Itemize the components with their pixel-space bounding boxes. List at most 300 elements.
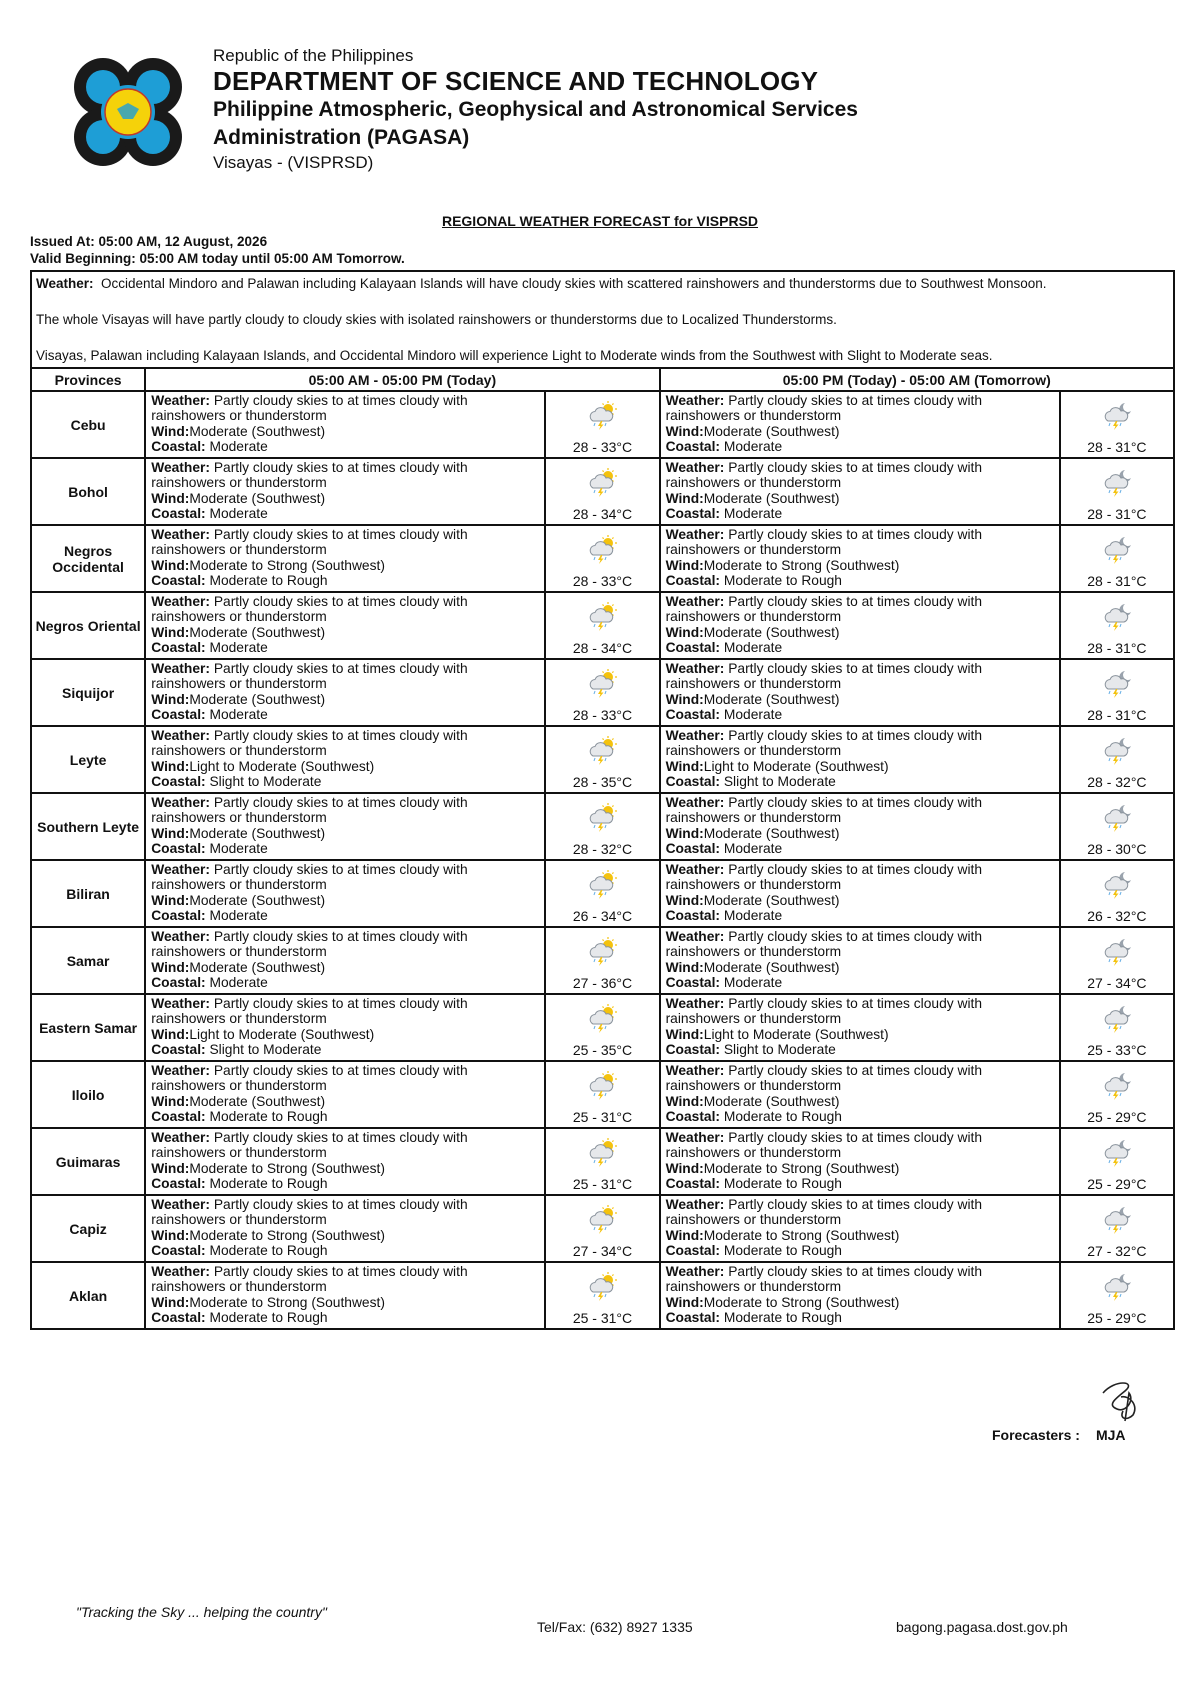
coastal-value: Slight to Moderate	[723, 1042, 836, 1058]
day-temp-cell	[545, 391, 659, 458]
day-temp-cell	[545, 1262, 659, 1329]
coastal-value: Moderate	[209, 707, 268, 723]
weather-label: Weather:	[151, 393, 210, 408]
night-forecast-text: Weather: Partly cloudy skies to at times cloudy with rainshowers or thunderstorm Wind:Moderate (Southwest) Coastal: Moderate	[660, 391, 1060, 458]
day-temperature: 25 - 31°C	[572, 1176, 633, 1192]
day-temp-cell	[545, 994, 659, 1061]
coastal-label: Coastal:	[151, 841, 206, 857]
coastal-label: Coastal:	[665, 439, 721, 455]
wind-label: Wind:	[151, 758, 190, 774]
night-temp-cell	[1060, 391, 1174, 458]
night-temperature: 28 - 31°C	[1087, 506, 1147, 522]
coastal-label: Coastal:	[151, 975, 206, 991]
wind-value: Moderate to Strong (Southwest)	[189, 1227, 385, 1243]
footer-website[interactable]: bagong.pagasa.dost.gov.ph	[896, 1619, 1068, 1635]
day-temperature: 28 - 33°C	[572, 439, 633, 455]
day-forecast-text: Weather: Partly cloudy skies to at times cloudy with rainshowers or thunderstorm Wind:Light to Moderate (Southwest) Coastal: Slight to Moderate	[145, 726, 545, 793]
night-forecast-text: Weather: Partly cloudy skies to at times cloudy with rainshowers or thunderstorm Wind:Moderate (Southwest) Coastal: Moderate	[660, 793, 1060, 860]
night-forecast-text: Weather: Partly cloudy skies to at times cloudy with rainshowers or thunderstorm Wind:Moderate to Strong (Southwest) Coastal: Moderate to Rough	[660, 525, 1060, 592]
weather-label: Weather:	[151, 527, 210, 542]
day-temperature: 28 - 35°C	[572, 774, 633, 790]
wind-label: Wind:	[665, 423, 704, 439]
coastal-label: Coastal:	[665, 1109, 721, 1125]
night-temperature: 26 - 32°C	[1087, 908, 1147, 924]
partly-cloudy-thunderstorm-day-icon	[586, 802, 618, 834]
wind-label: Wind:	[665, 1294, 704, 1310]
partly-cloudy-thunderstorm-day-icon	[586, 735, 618, 767]
coastal-label: Coastal:	[151, 1109, 206, 1125]
night-forecast-text: Weather: Partly cloudy skies to at times cloudy with rainshowers or thunderstorm Wind:Light to Moderate (Southwest) Coastal: Slight to Moderate	[660, 994, 1060, 1061]
forecast-row	[31, 860, 1174, 927]
night-temperature: 28 - 31°C	[1087, 573, 1147, 589]
footer-tagline: "Tracking the Sky ... helping the country"	[76, 1604, 327, 1620]
wind-value: Moderate to Strong (Southwest)	[703, 1294, 900, 1310]
day-temperature: 28 - 33°C	[572, 573, 633, 589]
night-temp-cell	[1060, 927, 1174, 994]
wind-value: Light to Moderate (Southwest)	[189, 1026, 375, 1042]
day-forecast-text: Weather: Partly cloudy skies to at times cloudy with rainshowers or thunderstorm Wind:Moderate (Southwest) Coastal: Moderate	[145, 860, 545, 927]
coastal-value: Moderate	[209, 841, 268, 857]
wind-value: Moderate (Southwest)	[189, 490, 326, 506]
wind-value: Moderate (Southwest)	[703, 691, 840, 707]
forecast-row	[31, 659, 1174, 726]
forecast-row	[31, 525, 1174, 592]
coastal-label: Coastal:	[665, 1243, 721, 1259]
footer-telfax: Tel/Fax: (632) 8927 1335	[537, 1619, 693, 1635]
day-temperature: 26 - 34°C	[572, 908, 633, 924]
partly-cloudy-thunderstorm-night-icon	[1101, 601, 1133, 633]
forecast-row	[31, 391, 1174, 458]
valid-beginning: Valid Beginning: 05:00 AM today until 05:00 AM Tomorrow.	[30, 251, 405, 266]
weather-label: Weather:	[151, 862, 210, 877]
partly-cloudy-thunderstorm-night-icon	[1101, 1271, 1133, 1303]
forecast-row	[31, 1195, 1174, 1262]
night-forecast-text: Weather: Partly cloudy skies to at times cloudy with rainshowers or thunderstorm Wind:Moderate (Southwest) Coastal: Moderate	[660, 659, 1060, 726]
weather-label: Weather:	[151, 795, 210, 810]
province-name: Leyte	[31, 726, 145, 793]
issue-info	[30, 233, 405, 267]
wind-value: Moderate to Strong (Southwest)	[703, 557, 900, 573]
summary-paragraph-2: The whole Visayas will have partly cloudy to cloudy skies with isolated rainshowers or thunderstorms due to Localized Thunderstorms.	[36, 312, 837, 327]
header-day: 05:00 AM - 05:00 PM (Today)	[145, 368, 659, 391]
forecast-row	[31, 1128, 1174, 1195]
wind-value: Light to Moderate (Southwest)	[703, 758, 889, 774]
coastal-label: Coastal:	[665, 573, 721, 589]
partly-cloudy-thunderstorm-night-icon	[1101, 869, 1133, 901]
coastal-value: Moderate	[723, 439, 783, 455]
weather-label: Weather:	[151, 1264, 210, 1279]
partly-cloudy-thunderstorm-night-icon	[1101, 668, 1133, 700]
coastal-label: Coastal:	[151, 506, 206, 522]
night-forecast-text: Weather: Partly cloudy skies to at times cloudy with rainshowers or thunderstorm Wind:Moderate (Southwest) Coastal: Moderate	[660, 592, 1060, 659]
wind-label: Wind:	[665, 691, 704, 707]
province-name: Siquijor	[31, 659, 145, 726]
document-title: REGIONAL WEATHER FORECAST for VISPRSD	[441, 213, 759, 229]
night-temperature: 28 - 31°C	[1087, 640, 1147, 656]
night-temperature: 27 - 32°C	[1087, 1243, 1147, 1259]
coastal-value: Moderate to Rough	[723, 1310, 842, 1326]
coastal-value: Moderate to Rough	[723, 1243, 842, 1259]
region-line: Visayas - (VISPRSD)	[213, 153, 374, 172]
summary-paragraph-1: Weather: Occidental Mindoro and Palawan including Kalayaan Islands will have cloudy skies with scattered rainshowers and thunderstorms due to Southwest Monsoon.	[36, 276, 1047, 291]
coastal-value: Moderate to Rough	[723, 1109, 842, 1125]
summary-label: Weather:	[36, 276, 94, 291]
day-forecast-text: Weather: Partly cloudy skies to at times cloudy with rainshowers or thunderstorm Wind:Moderate (Southwest) Coastal: Moderate	[145, 391, 545, 458]
partly-cloudy-thunderstorm-day-icon	[586, 467, 618, 499]
wind-value: Moderate to Strong (Southwest)	[703, 1227, 900, 1243]
wind-label: Wind:	[151, 1160, 190, 1176]
province-name: Negros Occidental	[31, 525, 145, 592]
wind-value: Moderate (Southwest)	[703, 959, 840, 975]
weather-label: Weather:	[151, 929, 210, 944]
wind-label: Wind:	[665, 959, 704, 975]
header-provinces: Provinces	[31, 368, 145, 391]
night-temperature: 27 - 34°C	[1087, 975, 1147, 991]
day-forecast-text: Weather: Partly cloudy skies to at times cloudy with rainshowers or thunderstorm Wind:Moderate (Southwest) Coastal: Moderate	[145, 927, 545, 994]
wind-label: Wind:	[151, 490, 190, 506]
day-temp-cell	[545, 592, 659, 659]
partly-cloudy-thunderstorm-night-icon	[1101, 400, 1133, 432]
partly-cloudy-thunderstorm-day-icon	[586, 668, 618, 700]
coastal-value: Moderate to Rough	[209, 1176, 328, 1192]
wind-label: Wind:	[665, 1093, 704, 1109]
night-temperature: 28 - 32°C	[1087, 774, 1147, 790]
weather-label: Weather:	[151, 594, 210, 609]
weather-label: Weather:	[665, 460, 725, 475]
wind-label: Wind:	[665, 557, 704, 573]
province-name: Capiz	[31, 1195, 145, 1262]
coastal-value: Slight to Moderate	[723, 774, 836, 790]
header-night: 05:00 PM (Today) - 05:00 AM (Tomorrow)	[660, 368, 1174, 391]
wind-value: Moderate (Southwest)	[703, 1093, 840, 1109]
day-temp-cell	[545, 525, 659, 592]
day-forecast-text: Weather: Partly cloudy skies to at times cloudy with rainshowers or thunderstorm Wind:Moderate (Southwest) Coastal: Moderate	[145, 793, 545, 860]
night-temperature: 25 - 29°C	[1087, 1109, 1147, 1125]
day-temp-cell	[545, 927, 659, 994]
wind-value: Moderate (Southwest)	[703, 423, 840, 439]
agency-line-1: Philippine Atmospheric, Geophysical and Astronomical Services	[213, 98, 858, 121]
forecast-row	[31, 1061, 1174, 1128]
issued-at: Issued At: 05:00 AM, 12 August, 2026	[30, 234, 268, 249]
weather-label: Weather:	[665, 1197, 725, 1212]
coastal-value: Moderate	[209, 439, 268, 455]
weather-label: Weather:	[151, 1063, 210, 1078]
coastal-value: Moderate	[209, 640, 268, 656]
coastal-label: Coastal:	[151, 640, 206, 656]
coastal-value: Moderate	[209, 506, 268, 522]
coastal-value: Moderate to Rough	[209, 1243, 328, 1259]
night-temperature: 28 - 30°C	[1087, 841, 1147, 857]
day-temperature: 28 - 33°C	[572, 707, 633, 723]
night-temp-cell	[1060, 793, 1174, 860]
partly-cloudy-thunderstorm-day-icon	[586, 534, 618, 566]
coastal-label: Coastal:	[151, 1310, 206, 1326]
wind-value: Moderate (Southwest)	[703, 892, 840, 908]
day-forecast-text: Weather: Partly cloudy skies to at times cloudy with rainshowers or thunderstorm Wind:Moderate to Strong (Southwest) Coastal: Moderate to Rough	[145, 525, 545, 592]
day-forecast-text: Weather: Partly cloudy skies to at times cloudy with rainshowers or thunderstorm Wind:Moderate (Southwest) Coastal: Moderate	[145, 659, 545, 726]
coastal-label: Coastal:	[151, 707, 206, 723]
wind-value: Moderate to Strong (Southwest)	[189, 1294, 385, 1310]
agency-line-2: Administration (PAGASA)	[213, 126, 470, 149]
coastal-label: Coastal:	[151, 573, 206, 589]
wind-label: Wind:	[151, 1294, 190, 1310]
night-forecast-text: Weather: Partly cloudy skies to at times cloudy with rainshowers or thunderstorm Wind:Moderate to Strong (Southwest) Coastal: Moderate to Rough	[660, 1128, 1060, 1195]
wind-label: Wind:	[151, 691, 190, 707]
partly-cloudy-thunderstorm-night-icon	[1101, 802, 1133, 834]
partly-cloudy-thunderstorm-day-icon	[586, 869, 618, 901]
night-temp-cell	[1060, 525, 1174, 592]
weather-label: Weather:	[151, 661, 210, 676]
province-name: Samar	[31, 927, 145, 994]
forecast-row	[31, 994, 1174, 1061]
coastal-label: Coastal:	[151, 439, 206, 455]
wind-value: Moderate (Southwest)	[189, 959, 326, 975]
coastal-value: Slight to Moderate	[209, 774, 322, 790]
day-temp-cell	[545, 1128, 659, 1195]
wind-value: Moderate (Southwest)	[703, 624, 840, 640]
partly-cloudy-thunderstorm-day-icon	[586, 1271, 618, 1303]
night-forecast-text: Weather: Partly cloudy skies to at times cloudy with rainshowers or thunderstorm Wind:Moderate to Strong (Southwest) Coastal: Moderate to Rough	[660, 1195, 1060, 1262]
night-temp-cell	[1060, 1061, 1174, 1128]
province-name: Negros Oriental	[31, 592, 145, 659]
forecasters	[992, 1427, 1126, 1443]
partly-cloudy-thunderstorm-night-icon	[1101, 467, 1133, 499]
wind-value: Moderate (Southwest)	[189, 825, 326, 841]
wind-label: Wind:	[665, 1227, 704, 1243]
day-temperature: 28 - 32°C	[572, 841, 633, 857]
wind-value: Moderate (Southwest)	[703, 825, 840, 841]
day-temp-cell	[545, 1195, 659, 1262]
coastal-value: Moderate	[723, 707, 783, 723]
wind-value: Moderate to Strong (Southwest)	[189, 1160, 385, 1176]
coastal-label: Coastal:	[151, 774, 206, 790]
partly-cloudy-thunderstorm-night-icon	[1101, 1204, 1133, 1236]
coastal-label: Coastal:	[665, 1042, 721, 1058]
night-temperature: 25 - 33°C	[1087, 1042, 1147, 1058]
pagasa-logo	[73, 57, 183, 167]
wind-value: Light to Moderate (Southwest)	[189, 758, 375, 774]
weather-label: Weather:	[665, 527, 725, 542]
wind-value: Moderate (Southwest)	[189, 691, 326, 707]
weather-label: Weather:	[151, 728, 210, 743]
province-name: Aklan	[31, 1262, 145, 1329]
day-forecast-text: Weather: Partly cloudy skies to at times cloudy with rainshowers or thunderstorm Wind:Light to Moderate (Southwest) Coastal: Slight to Moderate	[145, 994, 545, 1061]
province-name: Iloilo	[31, 1061, 145, 1128]
night-temp-cell	[1060, 592, 1174, 659]
province-name: Guimaras	[31, 1128, 145, 1195]
day-temp-cell	[545, 793, 659, 860]
day-temperature: 28 - 34°C	[572, 640, 633, 656]
wind-label: Wind:	[665, 1026, 704, 1042]
night-temp-cell	[1060, 994, 1174, 1061]
wind-value: Moderate (Southwest)	[189, 423, 326, 439]
wind-label: Wind:	[151, 557, 190, 573]
wind-value: Light to Moderate (Southwest)	[703, 1026, 889, 1042]
day-temperature: 27 - 34°C	[572, 1243, 633, 1259]
night-forecast-text: Weather: Partly cloudy skies to at times cloudy with rainshowers or thunderstorm Wind:Light to Moderate (Southwest) Coastal: Slight to Moderate	[660, 726, 1060, 793]
partly-cloudy-thunderstorm-day-icon	[586, 400, 618, 432]
forecast-row	[31, 592, 1174, 659]
coastal-label: Coastal:	[665, 774, 721, 790]
weather-label: Weather:	[665, 661, 725, 676]
wind-value: Moderate (Southwest)	[189, 892, 326, 908]
partly-cloudy-thunderstorm-night-icon	[1101, 735, 1133, 767]
night-temp-cell	[1060, 1128, 1174, 1195]
night-temperature: 25 - 29°C	[1087, 1310, 1147, 1326]
weather-summary	[30, 270, 1175, 367]
partly-cloudy-thunderstorm-day-icon	[586, 1204, 618, 1236]
weather-label: Weather:	[665, 594, 725, 609]
day-temperature: 25 - 31°C	[572, 1310, 633, 1326]
day-forecast-text: Weather: Partly cloudy skies to at times cloudy with rainshowers or thunderstorm Wind:Moderate to Strong (Southwest) Coastal: Moderate to Rough	[145, 1262, 545, 1329]
wind-value: Moderate to Strong (Southwest)	[703, 1160, 900, 1176]
coastal-value: Moderate	[723, 975, 783, 991]
night-forecast-text: Weather: Partly cloudy skies to at times cloudy with rainshowers or thunderstorm Wind:Moderate to Strong (Southwest) Coastal: Moderate to Rough	[660, 1262, 1060, 1329]
coastal-value: Moderate to Rough	[723, 573, 842, 589]
wind-label: Wind:	[665, 758, 704, 774]
wind-value: Moderate to Strong (Southwest)	[189, 557, 385, 573]
day-forecast-text: Weather: Partly cloudy skies to at times cloudy with rainshowers or thunderstorm Wind:Moderate to Strong (Southwest) Coastal: Moderate to Rough	[145, 1195, 545, 1262]
wind-label: Wind:	[151, 423, 190, 439]
wind-label: Wind:	[665, 825, 704, 841]
coastal-value: Moderate	[723, 506, 783, 522]
wind-label: Wind:	[665, 1160, 704, 1176]
republic-line: Republic of the Philippines	[213, 46, 414, 65]
weather-label: Weather:	[665, 1130, 725, 1145]
partly-cloudy-thunderstorm-night-icon	[1101, 1137, 1133, 1169]
weather-label: Weather:	[665, 1063, 725, 1078]
day-temperature: 28 - 34°C	[572, 506, 633, 522]
night-temp-cell	[1060, 458, 1174, 525]
forecast-row	[31, 927, 1174, 994]
wind-label: Wind:	[151, 825, 190, 841]
night-temperature: 28 - 31°C	[1087, 707, 1147, 723]
forecast-row	[31, 458, 1174, 525]
forecaster-signature	[1095, 1375, 1145, 1425]
wind-label: Wind:	[151, 892, 190, 908]
province-name: Cebu	[31, 391, 145, 458]
coastal-label: Coastal:	[665, 707, 721, 723]
day-temp-cell	[545, 1061, 659, 1128]
weather-label: Weather:	[151, 1197, 210, 1212]
night-forecast-text: Weather: Partly cloudy skies to at times cloudy with rainshowers or thunderstorm Wind:Moderate (Southwest) Coastal: Moderate to Rough	[660, 1061, 1060, 1128]
day-temp-cell	[545, 659, 659, 726]
partly-cloudy-thunderstorm-night-icon	[1101, 534, 1133, 566]
day-temp-cell	[545, 726, 659, 793]
partly-cloudy-thunderstorm-day-icon	[586, 936, 618, 968]
night-temperature: 28 - 31°C	[1087, 439, 1147, 455]
weather-label: Weather:	[665, 728, 725, 743]
coastal-value: Moderate to Rough	[209, 573, 328, 589]
coastal-label: Coastal:	[665, 975, 721, 991]
partly-cloudy-thunderstorm-day-icon	[586, 1070, 618, 1102]
night-forecast-text: Weather: Partly cloudy skies to at times cloudy with rainshowers or thunderstorm Wind:Moderate (Southwest) Coastal: Moderate	[660, 860, 1060, 927]
coastal-value: Moderate to Rough	[209, 1310, 328, 1326]
coastal-label: Coastal:	[665, 1310, 721, 1326]
province-name: Bohol	[31, 458, 145, 525]
coastal-value: Moderate to Rough	[209, 1109, 328, 1125]
coastal-label: Coastal:	[151, 1042, 206, 1058]
night-temp-cell	[1060, 659, 1174, 726]
coastal-value: Moderate	[209, 908, 268, 924]
day-forecast-text: Weather: Partly cloudy skies to at times cloudy with rainshowers or thunderstorm Wind:Moderate to Strong (Southwest) Coastal: Moderate to Rough	[145, 1128, 545, 1195]
wind-label: Wind:	[151, 1227, 190, 1243]
letterhead	[213, 46, 858, 174]
coastal-label: Coastal:	[665, 908, 721, 924]
weather-label: Weather:	[665, 1264, 725, 1279]
department-name: DEPARTMENT OF SCIENCE AND TECHNOLOGY	[213, 66, 819, 96]
weather-label: Weather:	[151, 460, 210, 475]
wind-label: Wind:	[151, 1026, 190, 1042]
coastal-label: Coastal:	[665, 506, 721, 522]
coastal-value: Moderate to Rough	[723, 1176, 842, 1192]
forecast-row	[31, 1262, 1174, 1329]
wind-label: Wind:	[665, 892, 704, 908]
night-temp-cell	[1060, 1262, 1174, 1329]
wind-label: Wind:	[665, 490, 704, 506]
wind-value: Moderate (Southwest)	[189, 624, 326, 640]
day-temp-cell	[545, 860, 659, 927]
night-temperature: 25 - 29°C	[1087, 1176, 1147, 1192]
night-temp-cell	[1060, 726, 1174, 793]
coastal-label: Coastal:	[665, 841, 721, 857]
forecast-row	[31, 793, 1174, 860]
partly-cloudy-thunderstorm-night-icon	[1101, 936, 1133, 968]
weather-label: Weather:	[151, 1130, 210, 1145]
partly-cloudy-thunderstorm-day-icon	[586, 1137, 618, 1169]
night-temp-cell	[1060, 860, 1174, 927]
province-name: Eastern Samar	[31, 994, 145, 1061]
weather-label: Weather:	[665, 862, 725, 877]
partly-cloudy-thunderstorm-night-icon	[1101, 1070, 1133, 1102]
coastal-label: Coastal:	[665, 1176, 721, 1192]
day-temperature: 25 - 31°C	[572, 1109, 633, 1125]
day-temperature: 27 - 36°C	[572, 975, 633, 991]
weather-label: Weather:	[665, 929, 725, 944]
weather-label: Weather:	[665, 795, 725, 810]
forecast-table	[30, 367, 1175, 1330]
wind-label: Wind:	[151, 624, 190, 640]
day-temp-cell	[545, 458, 659, 525]
forecasters-label: Forecasters :	[992, 1427, 1080, 1443]
day-temperature: 25 - 35°C	[572, 1042, 633, 1058]
partly-cloudy-thunderstorm-day-icon	[586, 601, 618, 633]
wind-value: Moderate (Southwest)	[189, 1093, 326, 1109]
wind-value: Moderate (Southwest)	[703, 490, 840, 506]
coastal-label: Coastal:	[151, 908, 206, 924]
day-forecast-text: Weather: Partly cloudy skies to at times cloudy with rainshowers or thunderstorm Wind:Moderate (Southwest) Coastal: Moderate	[145, 592, 545, 659]
wind-label: Wind:	[151, 959, 190, 975]
wind-label: Wind:	[665, 624, 704, 640]
coastal-value: Moderate	[723, 841, 783, 857]
coastal-label: Coastal:	[151, 1176, 206, 1192]
weather-label: Weather:	[665, 996, 725, 1011]
coastal-value: Moderate	[723, 640, 783, 656]
day-forecast-text: Weather: Partly cloudy skies to at times cloudy with rainshowers or thunderstorm Wind:Moderate (Southwest) Coastal: Moderate	[145, 458, 545, 525]
day-forecast-text: Weather: Partly cloudy skies to at times cloudy with rainshowers or thunderstorm Wind:Moderate (Southwest) Coastal: Moderate to Rough	[145, 1061, 545, 1128]
partly-cloudy-thunderstorm-day-icon	[586, 1003, 618, 1035]
coastal-value: Slight to Moderate	[209, 1042, 322, 1058]
weather-label: Weather:	[151, 996, 210, 1011]
night-temp-cell	[1060, 1195, 1174, 1262]
province-name: Southern Leyte	[31, 793, 145, 860]
coastal-label: Coastal:	[665, 640, 721, 656]
wind-label: Wind:	[151, 1093, 190, 1109]
coastal-label: Coastal:	[151, 1243, 206, 1259]
forecaster-initials: MJA	[1095, 1427, 1126, 1443]
forecast-row	[31, 726, 1174, 793]
weather-label: Weather:	[665, 393, 725, 408]
